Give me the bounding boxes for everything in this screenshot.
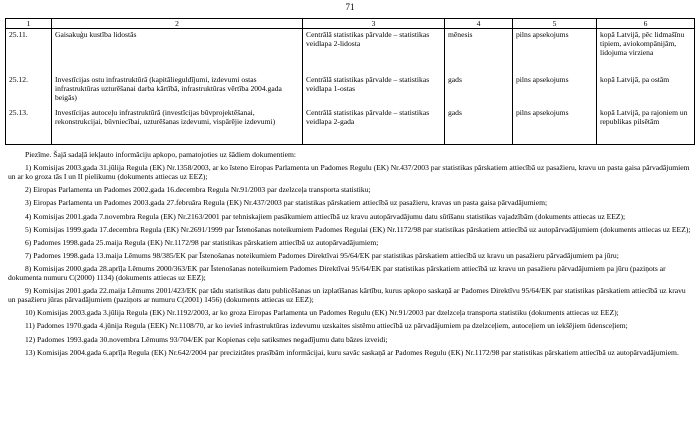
row-coverage: pilns apsekojums: [513, 29, 597, 76]
column-header: 4: [445, 19, 513, 29]
row-id: 25.13.: [6, 108, 52, 145]
notes-intro: Piezīme. Šajā sadaļā iekļauto informāciju apkopo, pamatojoties uz šādiem dokumentiem:: [25, 150, 296, 159]
row-period: gads: [445, 75, 513, 108]
table-row: [6, 29, 695, 76]
row-coverage: pilns apsekojums: [513, 108, 597, 145]
column-header: 3: [303, 19, 445, 29]
note-item: 6) Padomes 1998.gada 25.maija Regula (EK) Nr.1172/98 par statistikas pārskatiem attiecībā uz autopārvadājumiem;: [25, 237, 379, 247]
note-item: 3) Eiropas Parlamenta un Padomes 2003.gada 27.februāra Regula (EK) Nr.437/2003 par statistikas pārskatiem attiecībā uz pasažieru, kravas un pasta gaisa pārvadājumiem;: [25, 198, 548, 208]
row-source: Centrālā statistikas pārvalde – statistikas veidlapa 2-lidosta: [303, 29, 445, 76]
row-coverage: pilns apsekojums: [513, 75, 597, 108]
note-item: 12) Padomes 1993.gada 30.novembra Lēmums 93/704/EK par Kopienas ceļu satiksmes negadījumu datu bāzes izveidi;: [25, 334, 388, 344]
note-item: 11) Padomes 1970.gada 4.jūnija Regula (EEK) Nr.1108/70, ar ko ievieš infrastruktūras izdevumu uzskaites sistēmu attiecībā uz pārvadājumiem pa dzelzceļiem, autoceļiem un iekšējiem ūdensceļiem;: [25, 321, 628, 331]
table-row: [6, 108, 695, 145]
table-header-row: [6, 19, 695, 29]
row-period: gads: [445, 108, 513, 145]
row-description: Gaisakuģu kustība lidostās: [52, 29, 303, 76]
column-header: 6: [597, 19, 695, 29]
note-item: 7) Padomes 1998.gada 13.maija Lēmums 98/385/EK par Īstenošanas noteikumiem Padomes Direktīvai 95/64/EK par statistikas pārskatiem attiecībā uz kravu un pasažieru pārvadājumiem pa jūru;: [25, 250, 619, 260]
note-item: 4) Komisijas 2001.gada 7.novembra Regula (EK) Nr.2163/2001 par tehniskajiem pasākumiem attiecībā uz kravu autopārvadājumu datu sūtīšanu statistikas vajadzībām (dokuments attiecas uz EEZ);: [25, 211, 626, 221]
page-number: 71: [345, 2, 355, 12]
statistics-table: [5, 18, 695, 145]
row-source: Centrālā statistikas pārvalde – statistikas veidlapa 2-gada: [303, 108, 445, 145]
note-item: 5) Komisijas 1999.gada 17.decembra Regula (EK) Nr.2691/1999 par Īstenošanas noteikumiem Padomes Regulai (EK) Nr.1172/98 par statistikas pārskatiem attiecībā uz autopārvadājumiem (dokuments attiecas uz EEZ);: [25, 224, 691, 234]
row-period: mēnesis: [445, 29, 513, 76]
note-item: 9) Komisijas 2001.gada 22.maija Lēmums 2001/423/EK par tādu statistikas datu publicēšanas un izplatīšanas kārtību, kurus apkopo saskaņā ar Padomes Direktīvu 95/64/EK par statistikas pārskatiem attiecībā uz kravu un pasažieru jūras pārvadājumiem (paziņots ar numuru C(2001) 1456) (dokuments attiecas uz EEZ);: [8, 286, 686, 305]
note-item: 8) Komisijas 2000.gada 28.aprīļa Lēmums 2000/363/EK par Īstenošanas noteikumiem Padomes Direktīvai 95/64/EK par statistikas pārskatiem attiecībā uz kravu un pasažieru pārvadājumiem pa jūru (paziņots ar dokumenta numuru C(2000) 1134) (dokuments attiecas uz EEZ);: [8, 264, 666, 283]
notes-section: [8, 151, 692, 362]
row-source: Centrālā statistikas pārvalde – statistikas veidlapa 1-ostas: [303, 75, 445, 108]
column-header: 1: [6, 19, 52, 29]
row-description: Investīcijas ostu infrastruktūrā (kapitālieguldījumi, izdevumi ostas infrastruktūras uzturēšanai darba kārtībā, infrastruktūras vērtība 2004.gada beigās): [52, 75, 303, 108]
row-breakdown: kopā Latvijā, pēc lidmašīnu tipiem, aviokompānijām, lidojuma virziena: [597, 29, 695, 76]
column-header: 5: [513, 19, 597, 29]
row-description: Investīcijas autoceļu infrastruktūrā (investīcijas būvprojektēšanai, rekonstrukcijai, būvniecībai, uzturēšanas izdevumi, vispārējie izdevumi): [52, 108, 303, 145]
row-id: 25.12.: [6, 75, 52, 108]
note-item: 2) Eiropas Parlamenta un Padomes 2002.gada 16.decembra Regula Nr.91/2003 par dzelzceļa transporta statistiku;: [25, 185, 371, 195]
table-row: [6, 75, 695, 108]
row-id: 25.11.: [6, 29, 52, 76]
row-breakdown: kopā Latvijā, pa rajoniem un republikas pilsētām: [597, 108, 695, 145]
note-item: 13) Komisijas 2004.gada 6.aprīļa Regula (EK) Nr.642/2004 par precizitātes prasībām informācijai, kuru savāc saskaņā ar Padomes Regulu (EK) Nr.1172/98 par statistikas pārskatiem attiecībā uz autopārvadājumiem.: [25, 347, 679, 357]
note-item: 1) Komisijas 2003.gada 31.jūlija Regula (EK) Nr.1358/2003, ar ko īsteno Eiropas Parlamenta un Padomes Regulu (EK) Nr.437/2003 par statistikas pārskatiem attiecībā uz pasažieru, kravu un pasta gaisa pārvadājumiem un ar ko groza tās I un II pielikumu (dokuments attiecas uz EEZ);: [8, 163, 690, 182]
column-header: 2: [52, 19, 303, 29]
note-item: 10) Komisijas 2003.gada 3.jūlija Regula (EK) Nr.1192/2003, ar ko groza Eiropas Parlamenta un Padomes Regulu (EK) Nr.91/2003 par dzelzceļa transporta statistiku (dokuments attiecas uz EEZ);: [25, 308, 619, 318]
row-breakdown: kopā Latvijā, pa ostām: [597, 75, 695, 108]
